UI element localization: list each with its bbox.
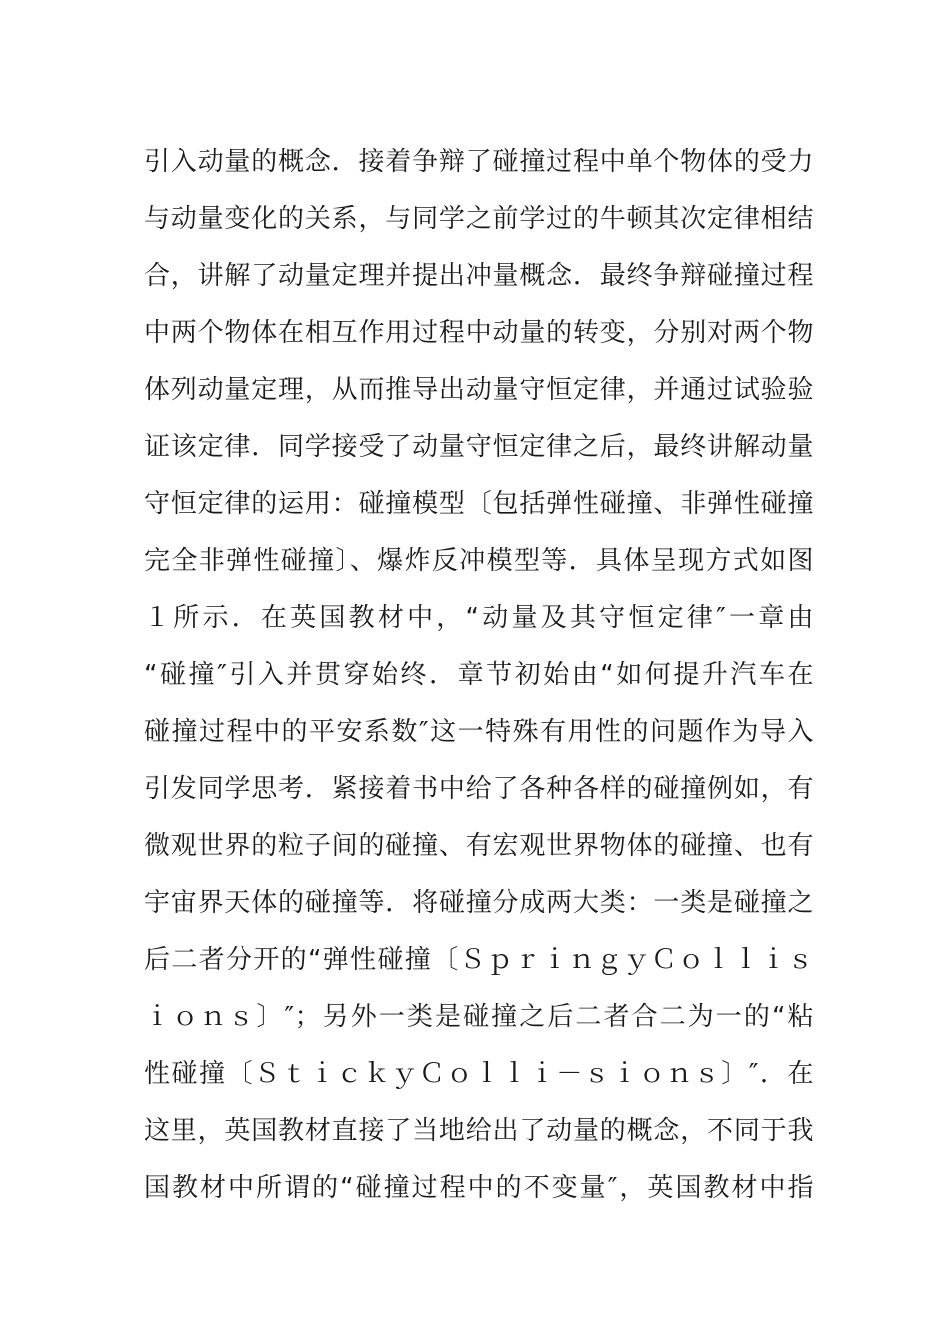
text-line: 国教材中所谓的“碰撞过程中的不变量″，英国教材中指	[144, 1173, 814, 1203]
text-line: 碰撞过程中的平安系数″这一特殊有用性的问题作为导入	[144, 717, 814, 747]
text-line: 引发同学思考．紧接着书中给了各种各样的碰撞例如，有	[144, 774, 814, 804]
text-line: 中两个物体在相互作用过程中动量的转变，分别对两个物	[144, 318, 814, 348]
text-line: １所示．在英国教材中，“动量及其守恒定律″一章由	[144, 603, 814, 633]
text-line: 性碰撞〔ＳｔｉｃｋｙＣｏｌｌｉ－ｓｉｏｎｓ〕″．在	[144, 1059, 814, 1089]
text-line: 宇宙界天体的碰撞等．将碰撞分成两大类：一类是碰撞之	[144, 888, 814, 918]
text-line: 与动量变化的关系，与同学之前学过的牛顿其次定律相结	[144, 204, 814, 234]
text-line: “碰撞″引入并贯穿始终．章节初始由“如何提升汽车在	[144, 660, 814, 690]
text-line: 守恒定律的运用：碰撞模型〔包括弹性碰撞、非弹性碰撞	[144, 489, 814, 519]
text-line: 完全非弹性碰撞〕、爆炸反冲模型等．具体呈现方式如图	[144, 546, 814, 576]
text-line: 证该定律．同学接受了动量守恒定律之后，最终讲解动量	[144, 432, 814, 462]
text-line: 后二者分开的“弹性碰撞〔ＳｐｒｉｎｇｙＣｏｌｌｉｓ	[144, 945, 814, 975]
text-line: 合，讲解了动量定理并提出冲量概念．最终争辩碰撞过程	[144, 261, 814, 291]
text-line: 微观世界的粒子间的碰撞、有宏观世界物体的碰撞、也有	[144, 831, 814, 861]
text-line: 体列动量定理，从而推导出动量守恒定律，并通过试验验	[144, 375, 814, 405]
body-paragraph	[144, 134, 814, 1217]
text-line: 这里，英国教材直接了当地给出了动量的概念，不同于我	[144, 1116, 814, 1146]
text-line: ｉｏｎｓ〕″；另外一类是碰撞之后二者合二为一的“粘	[144, 1002, 814, 1032]
text-line: 引入动量的概念．接着争辩了碰撞过程中单个物体的受力	[144, 147, 814, 177]
